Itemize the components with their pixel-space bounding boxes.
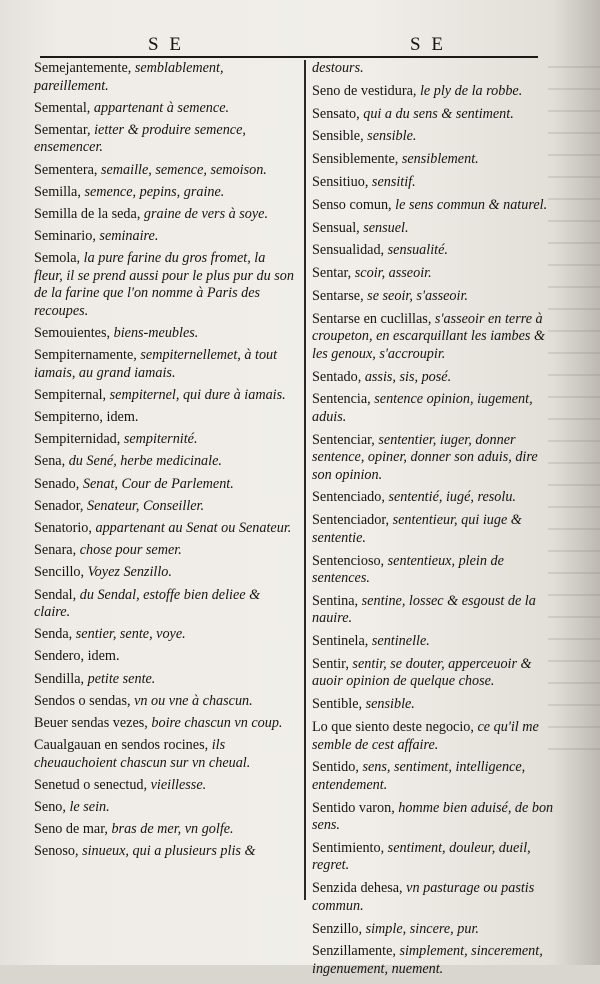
dictionary-entry bbox=[34, 587, 296, 622]
entry-gloss: le sens commun & naturel. bbox=[395, 196, 548, 213]
entry-gloss: sentier, sente, voye. bbox=[75, 626, 186, 643]
dictionary-entry bbox=[312, 840, 558, 875]
right-column bbox=[312, 60, 558, 984]
entry-gloss: semence, pepins, graine. bbox=[84, 183, 225, 200]
entry-gloss: vn pasturage ou pastis commun. bbox=[312, 880, 535, 914]
dictionary-entry bbox=[34, 626, 296, 644]
entry-gloss: sensiblement. bbox=[401, 151, 479, 168]
entry-headword: Sencillo, bbox=[34, 564, 85, 581]
header-rule bbox=[40, 56, 538, 58]
entry-headword: Sentido varon, bbox=[312, 799, 395, 816]
entry-gloss: boire chascun vn coup. bbox=[151, 715, 283, 731]
entry-headword: Seno de vestidura, bbox=[312, 82, 417, 99]
entry-gloss: Senateur, Conseiller. bbox=[87, 497, 205, 514]
entry-gloss: sententié, iugé, resolu. bbox=[388, 489, 516, 506]
dictionary-entry bbox=[312, 265, 558, 283]
entry-gloss: sinueux, qui a plusieurs plis & bbox=[82, 843, 256, 860]
dictionary-entry bbox=[312, 800, 558, 835]
entry-headword: Senado, bbox=[34, 475, 80, 492]
entry-gloss: appartenant à semence. bbox=[93, 99, 230, 116]
header-right: S E bbox=[410, 34, 446, 55]
entry-gloss: vn ou vne à chascun. bbox=[134, 692, 253, 709]
dictionary-entry bbox=[34, 228, 296, 246]
dictionary-entry bbox=[34, 387, 296, 405]
dictionary-entry bbox=[34, 777, 296, 795]
entry-headword: Sensitiuo, bbox=[312, 173, 369, 190]
entry-headword: Lo que siento deste negocio, bbox=[312, 719, 474, 736]
entry-gloss: bras de mer, vn golfe. bbox=[111, 821, 234, 838]
dictionary-entry bbox=[34, 325, 296, 343]
entry-gloss: homme bien aduisé, de bon sens. bbox=[312, 799, 554, 834]
entry-headword: Sendos o sendas, bbox=[34, 692, 131, 709]
entry-headword: Senzillo, bbox=[312, 920, 363, 937]
entry-gloss: sententieux, plein de sentences. bbox=[312, 552, 504, 587]
entry-gloss: chose pour semer. bbox=[79, 542, 182, 559]
entry-headword: Senzillamente, bbox=[312, 943, 396, 960]
entry-headword: Sentencioso, bbox=[312, 552, 385, 569]
entry-headword: Seno, bbox=[34, 799, 66, 816]
dictionary-entry bbox=[34, 737, 296, 772]
entry-gloss: sententier, iuger, donner sentence, opiner, donner son aduis, dire son opinion. bbox=[312, 431, 538, 483]
column-divider bbox=[304, 60, 306, 900]
dictionary-entry bbox=[34, 498, 296, 516]
entry-headword: Semola, bbox=[34, 250, 81, 267]
entry-headword: Sensible, bbox=[312, 128, 364, 145]
dictionary-entry bbox=[312, 943, 558, 978]
dictionary-entry bbox=[312, 593, 558, 628]
entry-headword: Senzida dehesa, bbox=[312, 880, 403, 897]
entry-gloss: le sein. bbox=[69, 799, 110, 816]
dictionary-entry bbox=[34, 431, 296, 449]
entry-headword: Sentimiento, bbox=[312, 839, 385, 856]
entry-headword: Sensiblemente, bbox=[312, 151, 399, 168]
dictionary-entry bbox=[34, 184, 296, 202]
dictionary-entry bbox=[312, 128, 558, 146]
dictionary-entry bbox=[312, 656, 558, 691]
entry-headword: Sentenciar, bbox=[312, 431, 375, 448]
entry-headword: Semental, bbox=[34, 99, 91, 116]
entry-headword: Sensato, bbox=[312, 105, 360, 122]
dictionary-entry bbox=[34, 162, 296, 180]
entry-gloss: ils cheuauchoient chascun sur vn cheual. bbox=[34, 737, 251, 771]
entry-gloss: petite sente. bbox=[87, 670, 156, 687]
entry-gloss: sensuel. bbox=[363, 219, 409, 236]
dictionary-entry bbox=[34, 409, 296, 427]
entry-headword: Sentenciador, bbox=[312, 512, 390, 529]
dictionary-entry bbox=[34, 453, 296, 471]
entry-gloss: assis, sis, posé. bbox=[364, 368, 452, 385]
dictionary-entry bbox=[34, 671, 296, 689]
entry-gloss: destours. bbox=[312, 60, 364, 76]
entry-gloss: sempiternel, qui dure à iamais. bbox=[109, 386, 286, 403]
entry-headword: Senda, bbox=[34, 626, 73, 643]
entry-gloss: s'asseoir en terre à croupeton, en escarquillant les iambes & les genoux, s'accroupir. bbox=[312, 310, 546, 362]
entry-headword: Semilla de la seda, bbox=[34, 205, 141, 222]
entry-headword: Sempiternal, bbox=[34, 386, 107, 403]
dictionary-entry bbox=[34, 843, 296, 861]
entry-gloss: sensible. bbox=[365, 696, 415, 713]
entry-gloss: seminaire. bbox=[99, 228, 159, 245]
entry-headword: Sentir, bbox=[312, 655, 349, 672]
dictionary-entry bbox=[312, 106, 558, 124]
entry-gloss: semblablement, pareillement. bbox=[34, 60, 224, 94]
dictionary-entry bbox=[34, 715, 296, 733]
dictionary-entry bbox=[312, 512, 558, 547]
entry-headword: Sensual, bbox=[312, 219, 360, 236]
entry-gloss: sentinelle. bbox=[371, 633, 430, 650]
dictionary-entry bbox=[34, 542, 296, 560]
entry-gloss: qui a du sens & sentiment. bbox=[363, 105, 514, 122]
entry-headword: Seminario, bbox=[34, 228, 96, 245]
entry-headword: Sentencia, bbox=[312, 391, 371, 408]
header-left: S E bbox=[148, 34, 184, 55]
dictionary-entry bbox=[312, 633, 558, 651]
entry-gloss: Senat, Cour de Parlement. bbox=[82, 475, 234, 492]
dictionary-entry bbox=[312, 489, 558, 507]
entry-gloss: du Sendal, estoffe bien deliee & claire. bbox=[34, 586, 261, 621]
dictionary-entry bbox=[312, 220, 558, 238]
entry-gloss: simplement, sincerement, ingenuement, nuement. bbox=[312, 943, 543, 977]
dictionary-entry bbox=[34, 693, 296, 711]
dictionary-entry bbox=[312, 719, 558, 754]
dictionary-entry bbox=[34, 520, 296, 538]
entry-headword: Sena, bbox=[34, 453, 66, 470]
entry-gloss: le ply de la robbe. bbox=[419, 82, 523, 99]
entry-gloss: sentence opinion, iugement, aduis. bbox=[312, 391, 533, 425]
entry-gloss: sentiment, douleur, dueil, regret. bbox=[312, 839, 531, 874]
dictionary-entry bbox=[312, 60, 558, 78]
entry-gloss: appartenant au Senat ou Senateur. bbox=[95, 520, 292, 536]
entry-headword: Sendero, idem. bbox=[34, 648, 120, 665]
entry-headword: Sementar, bbox=[34, 121, 91, 138]
entry-headword: Sempiternidad, bbox=[34, 431, 121, 448]
dictionary-entry bbox=[312, 369, 558, 387]
entry-headword: Sensualidad, bbox=[312, 242, 385, 259]
entry-gloss: la pure farine du gros fromet, la fleur, il se prend aussi pour le plus pur du son de la farine que l'on nomme à Paris des recoupes. bbox=[34, 250, 294, 319]
entry-headword: Beuer sendas vezes, bbox=[34, 715, 148, 731]
entry-gloss: sentine, lossec & esgoust de la nauire. bbox=[312, 592, 536, 627]
entry-headword: Semilla, bbox=[34, 183, 81, 200]
entry-headword: Senoso, bbox=[34, 843, 79, 860]
dictionary-entry bbox=[34, 250, 296, 320]
dictionary-entry bbox=[312, 83, 558, 101]
dictionary-entry bbox=[34, 100, 296, 118]
dictionary-entry bbox=[312, 242, 558, 260]
entry-gloss: graine de vers à soye. bbox=[143, 205, 269, 222]
dictionary-entry bbox=[312, 288, 558, 306]
entry-gloss: vieillesse. bbox=[150, 776, 207, 793]
entry-gloss: biens-meubles. bbox=[113, 325, 199, 341]
entry-gloss: ce qu'il me semble de cest affaire. bbox=[312, 719, 539, 753]
dictionary-entry bbox=[312, 880, 558, 915]
dictionary-entry bbox=[34, 564, 296, 582]
entry-headword: Senara, bbox=[34, 542, 77, 559]
entry-gloss: sempiternellemet, à tout iamais, au grand iamais. bbox=[34, 347, 278, 381]
dictionary-entry bbox=[34, 60, 296, 95]
left-column bbox=[34, 60, 296, 866]
dictionary-entry bbox=[312, 553, 558, 588]
entry-headword: Sendilla, bbox=[34, 670, 85, 687]
entry-gloss: scoir, asseoir. bbox=[354, 265, 432, 282]
entry-headword: Sempiternamente, bbox=[34, 347, 137, 364]
entry-headword: Semejantemente, bbox=[34, 60, 132, 76]
entry-gloss: sens, sentiment, intelligence, entendement. bbox=[312, 759, 526, 793]
entry-headword: Sentible, bbox=[312, 696, 363, 713]
running-header bbox=[0, 34, 600, 58]
dictionary-entry bbox=[34, 799, 296, 817]
entry-headword: Senador, bbox=[34, 497, 84, 514]
dictionary-entry bbox=[34, 122, 296, 157]
dictionary-entry bbox=[312, 759, 558, 794]
entry-gloss: ietter & produire semence, ensemencer. bbox=[34, 121, 246, 156]
entry-headword: Sentado, bbox=[312, 368, 362, 385]
dictionary-entry bbox=[312, 432, 558, 485]
dictionary-entry bbox=[34, 476, 296, 494]
entry-gloss: sensible. bbox=[367, 128, 417, 145]
dictionary-entry bbox=[34, 821, 296, 839]
entry-headword: Seno de mar, bbox=[34, 821, 108, 838]
entry-headword: Sentarse, bbox=[312, 287, 364, 304]
entry-gloss: semaille, semence, semoison. bbox=[100, 161, 267, 178]
dictionary-entry bbox=[312, 311, 558, 364]
dictionary-entry bbox=[34, 648, 296, 666]
entry-gloss: Voyez Senzillo. bbox=[87, 564, 172, 581]
dictionary-entry bbox=[312, 921, 558, 939]
entry-gloss: du Sené, herbe medicinale. bbox=[68, 453, 222, 470]
entry-headword: Sempiterno, idem. bbox=[34, 409, 139, 426]
entry-headword: Sentido, bbox=[312, 759, 359, 776]
entry-gloss: sententieur, qui iuge & sententie. bbox=[312, 512, 522, 546]
dictionary-entry bbox=[312, 391, 558, 426]
entry-headword: Sentenciado, bbox=[312, 489, 385, 506]
entry-headword: Sentar, bbox=[312, 265, 352, 282]
dictionary-entry bbox=[312, 174, 558, 192]
entry-gloss: sensitif. bbox=[371, 173, 416, 190]
entry-headword: Sendal, bbox=[34, 586, 77, 603]
entry-headword: Sentinela, bbox=[312, 633, 369, 650]
entry-gloss: sempiternité. bbox=[123, 431, 198, 448]
entry-headword: Semouientes, bbox=[34, 325, 111, 341]
dictionary-entry bbox=[34, 206, 296, 224]
dictionary-entry bbox=[312, 151, 558, 169]
dictionary-entry bbox=[312, 696, 558, 714]
dictionary-entry bbox=[34, 347, 296, 382]
entry-gloss: sensualité. bbox=[387, 242, 448, 259]
entry-headword: Sentarse en cuclillas, bbox=[312, 310, 432, 327]
entry-gloss: simple, sincere, pur. bbox=[365, 920, 479, 937]
dictionary-entry bbox=[312, 197, 558, 215]
entry-headword: Senetud o senectud, bbox=[34, 776, 148, 793]
entry-headword: Sentina, bbox=[312, 592, 359, 609]
entry-headword: Senatorio, bbox=[34, 520, 92, 536]
entry-gloss: se seoir, s'asseoir. bbox=[367, 287, 468, 304]
entry-headword: Caualgauan en sendos rocines, bbox=[34, 737, 209, 754]
entry-headword: Senso comun, bbox=[312, 196, 392, 213]
entry-gloss: sentir, se douter, apperceuoir & auoir opinion de quelque chose. bbox=[312, 655, 532, 690]
entry-headword: Sementera, bbox=[34, 161, 98, 178]
